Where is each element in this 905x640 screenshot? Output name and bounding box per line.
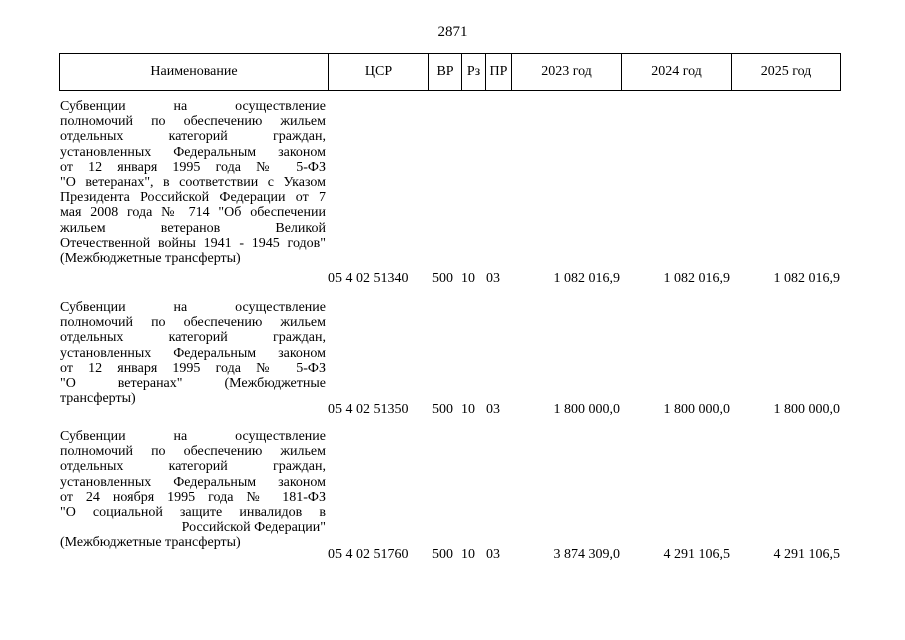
value-2024: 1 800 000,0	[663, 402, 730, 417]
name-line: Российской Федерации"	[181, 520, 326, 536]
rz-value: 10	[461, 402, 475, 417]
value-2025: 1 082 016,9	[773, 271, 840, 286]
name-line: мая 2008 года № 714 "Об обеспечении	[60, 205, 326, 221]
name-line: отдельных категорий граждан,	[60, 129, 326, 145]
name-line: Отечественной войны 1941 - 1945 годов"	[60, 235, 326, 251]
name-line: Субвенции на осуществление	[60, 99, 326, 114]
vr-value: 500	[432, 547, 453, 562]
name-line: (Межбюджетные трансферты)	[60, 535, 241, 551]
csr-value: 05 4 02 51350	[328, 402, 409, 417]
name-line: трансферты)	[60, 391, 136, 407]
name-line: полномочий по обеспечению жильем	[60, 315, 326, 331]
table-header	[59, 53, 841, 91]
name-line: "О ветеранах" (Межбюджетные	[60, 376, 326, 392]
pr-value: 03	[486, 402, 500, 417]
value-2023: 1 082 016,9	[553, 271, 620, 286]
name-line: установленных Федеральным законом	[60, 474, 326, 490]
column-header-vr: ВР	[428, 54, 461, 90]
value-2025: 4 291 106,5	[773, 547, 840, 562]
name-line: полномочий по обеспечению жильем	[60, 114, 326, 130]
name-line: установленных Федеральным законом	[60, 144, 326, 160]
name-line: Субвенции на осуществление	[60, 300, 326, 315]
column-header-2023: 2023 год	[511, 54, 621, 90]
csr-value: 05 4 02 51340	[328, 271, 409, 286]
column-header-rz: Рз	[461, 54, 485, 90]
page-number: 2871	[437, 24, 468, 40]
rz-value: 10	[461, 271, 475, 286]
column-header-name: Наименование	[59, 54, 328, 90]
value-2023: 3 874 309,0	[553, 547, 620, 562]
row-name	[60, 300, 326, 406]
name-line: "О социальной защите инвалидов в	[60, 505, 326, 521]
name-line: Президента Российской Федерации от 7	[60, 190, 326, 206]
pr-value: 03	[486, 271, 500, 286]
pr-value: 03	[486, 547, 500, 562]
name-line: от 12 января 1995 года № 5-ФЗ	[60, 360, 326, 376]
column-header-csr: ЦСР	[328, 54, 428, 90]
rz-value: 10	[461, 547, 475, 562]
row-name	[60, 429, 326, 551]
column-header-2024: 2024 год	[621, 54, 731, 90]
column-header-2025: 2025 год	[731, 54, 841, 90]
csr-value: 05 4 02 51760	[328, 547, 409, 562]
name-line: отдельных категорий граждан,	[60, 459, 326, 475]
name-line: Субвенции на осуществление	[60, 429, 326, 444]
vr-value: 500	[432, 271, 453, 286]
value-2024: 4 291 106,5	[663, 547, 730, 562]
column-header-pr: ПР	[485, 54, 511, 90]
value-2025: 1 800 000,0	[773, 402, 840, 417]
name-line: от 24 ноября 1995 года № 181-ФЗ	[60, 489, 326, 505]
name-line: полномочий по обеспечению жильем	[60, 444, 326, 460]
name-line: от 12 января 1995 года № 5-ФЗ	[60, 159, 326, 175]
name-line: установленных Федеральным законом	[60, 345, 326, 361]
name-line: (Межбюджетные трансферты)	[60, 251, 241, 267]
row-name	[60, 99, 326, 266]
value-2023: 1 800 000,0	[553, 402, 620, 417]
name-line: жильем ветеранов Великой	[60, 220, 326, 236]
value-2024: 1 082 016,9	[663, 271, 730, 286]
name-line: "О ветеранах", в соответствии с Указом	[60, 175, 326, 191]
vr-value: 500	[432, 402, 453, 417]
name-line: отдельных категорий граждан,	[60, 330, 326, 346]
